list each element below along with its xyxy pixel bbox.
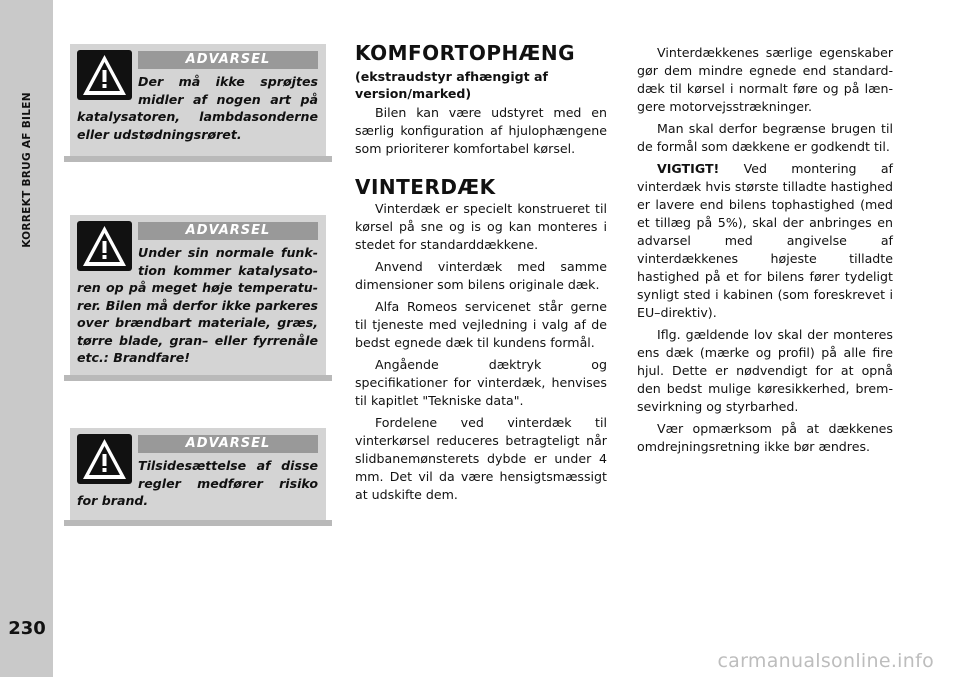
paragraph: Alfa Romeos servicenet står gerne til tjeneste med vejledning i valg af de bedst egnede dæk til kundens formål.: [355, 299, 607, 350]
section-title: [0, 40, 53, 300]
warning-text: Tilsidesættelse af disse regler medfører risiko for brand.: [77, 458, 318, 508]
page-number: 230: [8, 618, 46, 639]
paragraph: Angående dæktryk og specifikationer for vinterdæk, henvises til kapitlet "Tekniske data".: [355, 357, 607, 408]
paragraph: Vinterdækkenes særlige egenskaber gør dem mindre egnede end standarddæk til kørsel i normalt føre og på længere motorvejsstrækninger.: [637, 45, 893, 114]
paragraph: Man skal derfor begrænse brugen til de formål som dækkene er godkendt til.: [637, 121, 893, 154]
paragraph: Vinterdæk er specielt konstrueret til kørsel på sne og is og kan monteres i stedet for standarddækkene.: [355, 201, 607, 252]
vigtigt-label: VIGTIGT!: [657, 161, 720, 176]
paragraph: Iflg. gældende lov skal der monteres ens dæk (mærke og profil) på alle fire hjul. Dette er nødvendigt for at opnå den bedst mulige køresikkerhed, bremsevirkning og styrbarhed.: [637, 327, 893, 414]
warning-banner: ADVARSEL: [138, 51, 318, 69]
warning-box-2: [70, 215, 326, 375]
warning-text: Under sin normale funktion kommer katalysatoren op på meget høje temperaturer. Bilen må derfor ikke parkeres over brændbart materiale, græs, tørre blade, gran– eller fyrrenåle etc.: Brandfare!: [77, 245, 318, 365]
column-2: [637, 44, 893, 460]
vigtigt-text: Ved montering af vinterdæk hvis største tilladte hastighed er lavere end bilens tophastighed (med et tillæg på 5%), skal der anbringes en advarsel med angivelse af vinterdækkenes højeste tilladte hastighed på et for bilens fører tydeligt synligt sted i kabinen (som foreskrevet i EU–direktiv).: [637, 161, 893, 320]
heading-vinterdaek: VINTERDÆK: [355, 175, 496, 199]
paragraph-vigtigt: [637, 160, 893, 322]
paragraph: Vær opmærksom på at dækkenes omdrejningsretning ikke bør ændres.: [637, 421, 893, 454]
paragraph: Bilen kan være udstyret med en særlig konfiguration af hjulophængene som prioriterer komfortabel kørsel.: [355, 105, 607, 156]
column-1: [355, 41, 607, 508]
warning-box-1: [70, 44, 326, 156]
warning-text: Der må ikke sprøjtes midler af nogen art på katalysatoren, lambdasonderne eller udstødningsrøret.: [77, 74, 318, 142]
subheading: (ekstraudstyr afhængigt af version/marked): [355, 69, 549, 101]
warning-banner: ADVARSEL: [138, 222, 318, 240]
heading-komfortophaeng: KOMFORTOPHÆNG: [355, 41, 576, 65]
warning-box-3: [70, 428, 326, 520]
section-title-text: KORREKT BRUG AF BILEN: [20, 92, 33, 248]
warning-banner: ADVARSEL: [138, 435, 318, 453]
watermark: carmanualsonline.info: [717, 650, 934, 672]
paragraph: Anvend vinterdæk med samme dimensioner som bilens originale dæk.: [355, 259, 607, 292]
paragraph: Fordelene ved vinterdæk til vinterkørsel reduceres betragteligt når slidbanemønsterets dybde er under 4 mm. Det vil da være hensigtsmæssigt at udskifte dem.: [355, 415, 607, 502]
